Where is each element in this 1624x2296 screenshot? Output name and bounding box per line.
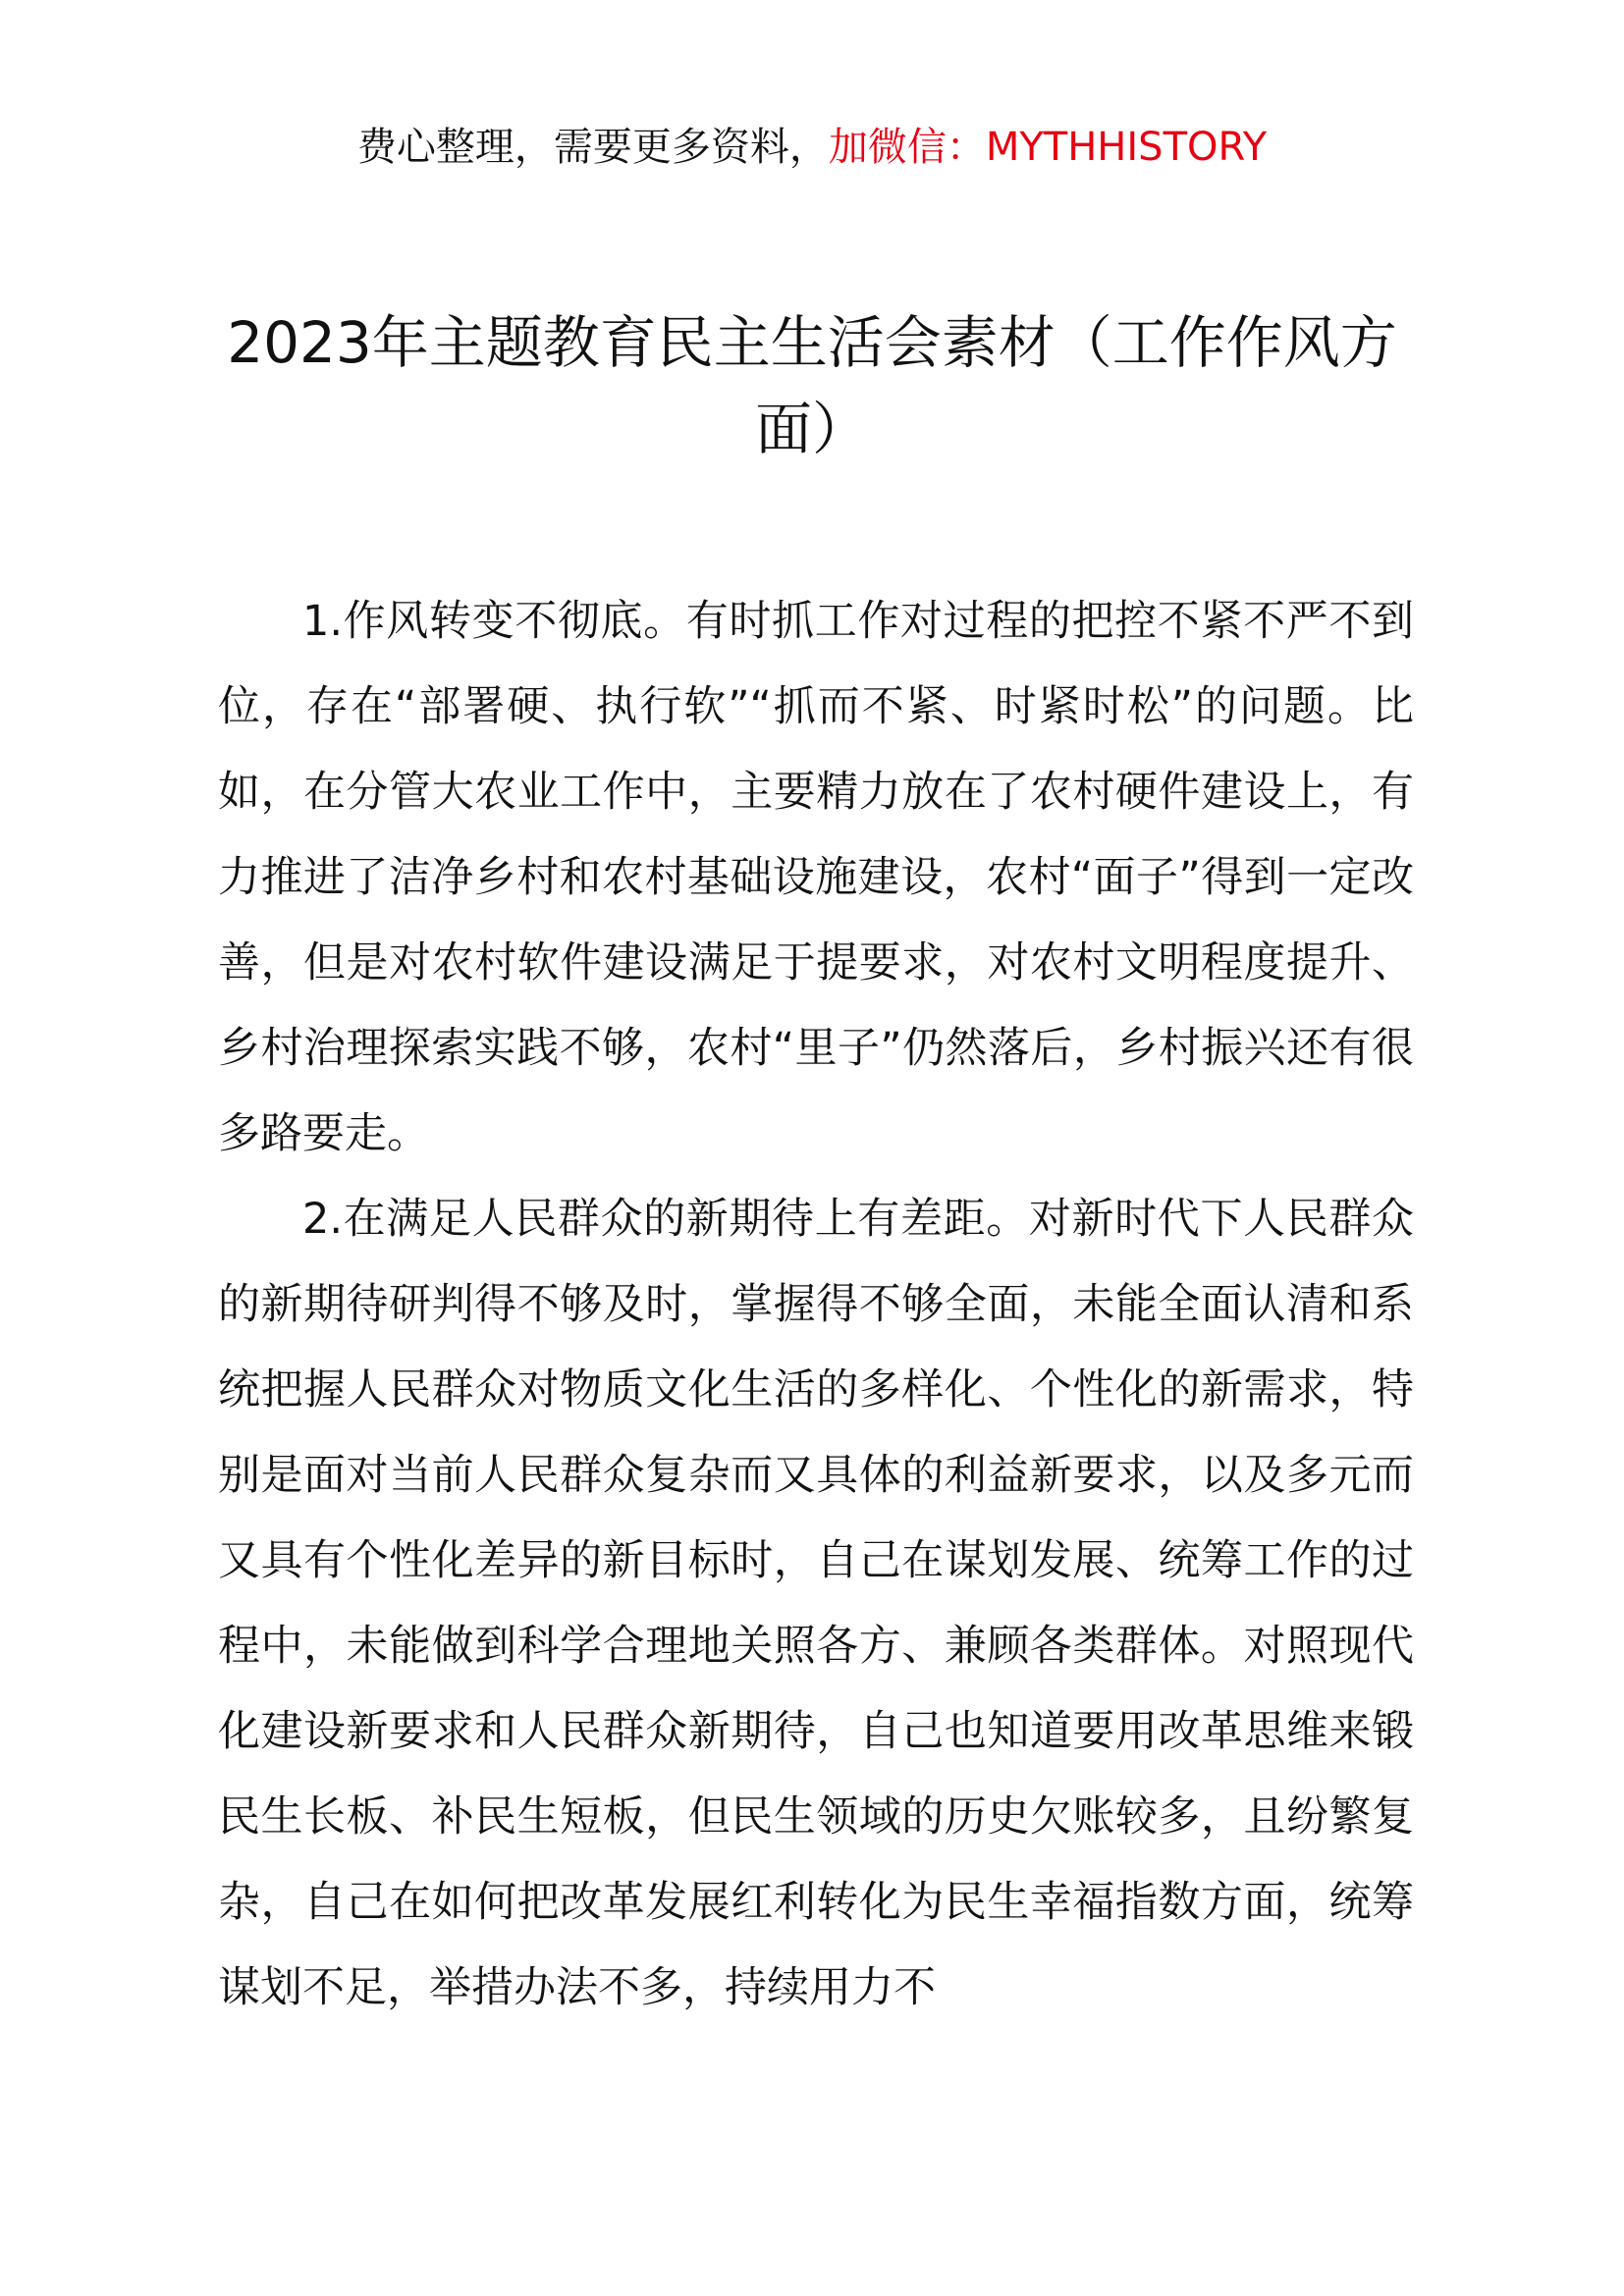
paragraph-2: 2.在满足人民群众的新期待上有差距。对新时代下人民群众的新期待研判得不够及时，掌握得不够全面，未能全面认清和系统把握人民群众对物质文化生活的多样化、个性化的新需求，特别是面对当前人民群众复杂而又具体的利益新要求，以及多元而又具有个性化差异的新目标时，自己在谋划发展、统筹工作的过程中，未能做到科学合理地关照各方、兼顾各类群体。对照现代化建设新要求和人民群众新期待，自己也知道要用改革思维来锻民生长板、补民生短板，但民生领域的历史欠账较多，且纷繁复杂，自己在如何把改革发展红利转化为民生幸福指数方面，统筹谋划不足，举措办法不多，持续用力不 (218, 1195, 1414, 2012)
document-body (218, 579, 1414, 2031)
header-note (0, 120, 1624, 175)
document-title: 2023年主题教育民主生活会素材（工作作风方面） (227, 309, 1397, 462)
header-note-contact: 加微信：MYTHHISTORY (828, 125, 1268, 170)
paragraph-1: 1.作风转变不彻底。有时抓工作对过程的把控不紧不严不到位，存在“部署硬、执行软”“抓而不紧、时紧时松”的问题。比如，在分管大农业工作中，主要精力放在了农村硬件建设上，有力推进了洁净乡村和农村基础设施建设，农村“面子”得到一定改善，但是对农村软件建设满足于提要求，对农村文明程度提升、乡村治理探索实践不够，农村“里子”仍然落后，乡村振兴还有很多路要走。 (218, 597, 1414, 1158)
header-note-text: 费心整理，需要更多资料， (356, 125, 829, 170)
